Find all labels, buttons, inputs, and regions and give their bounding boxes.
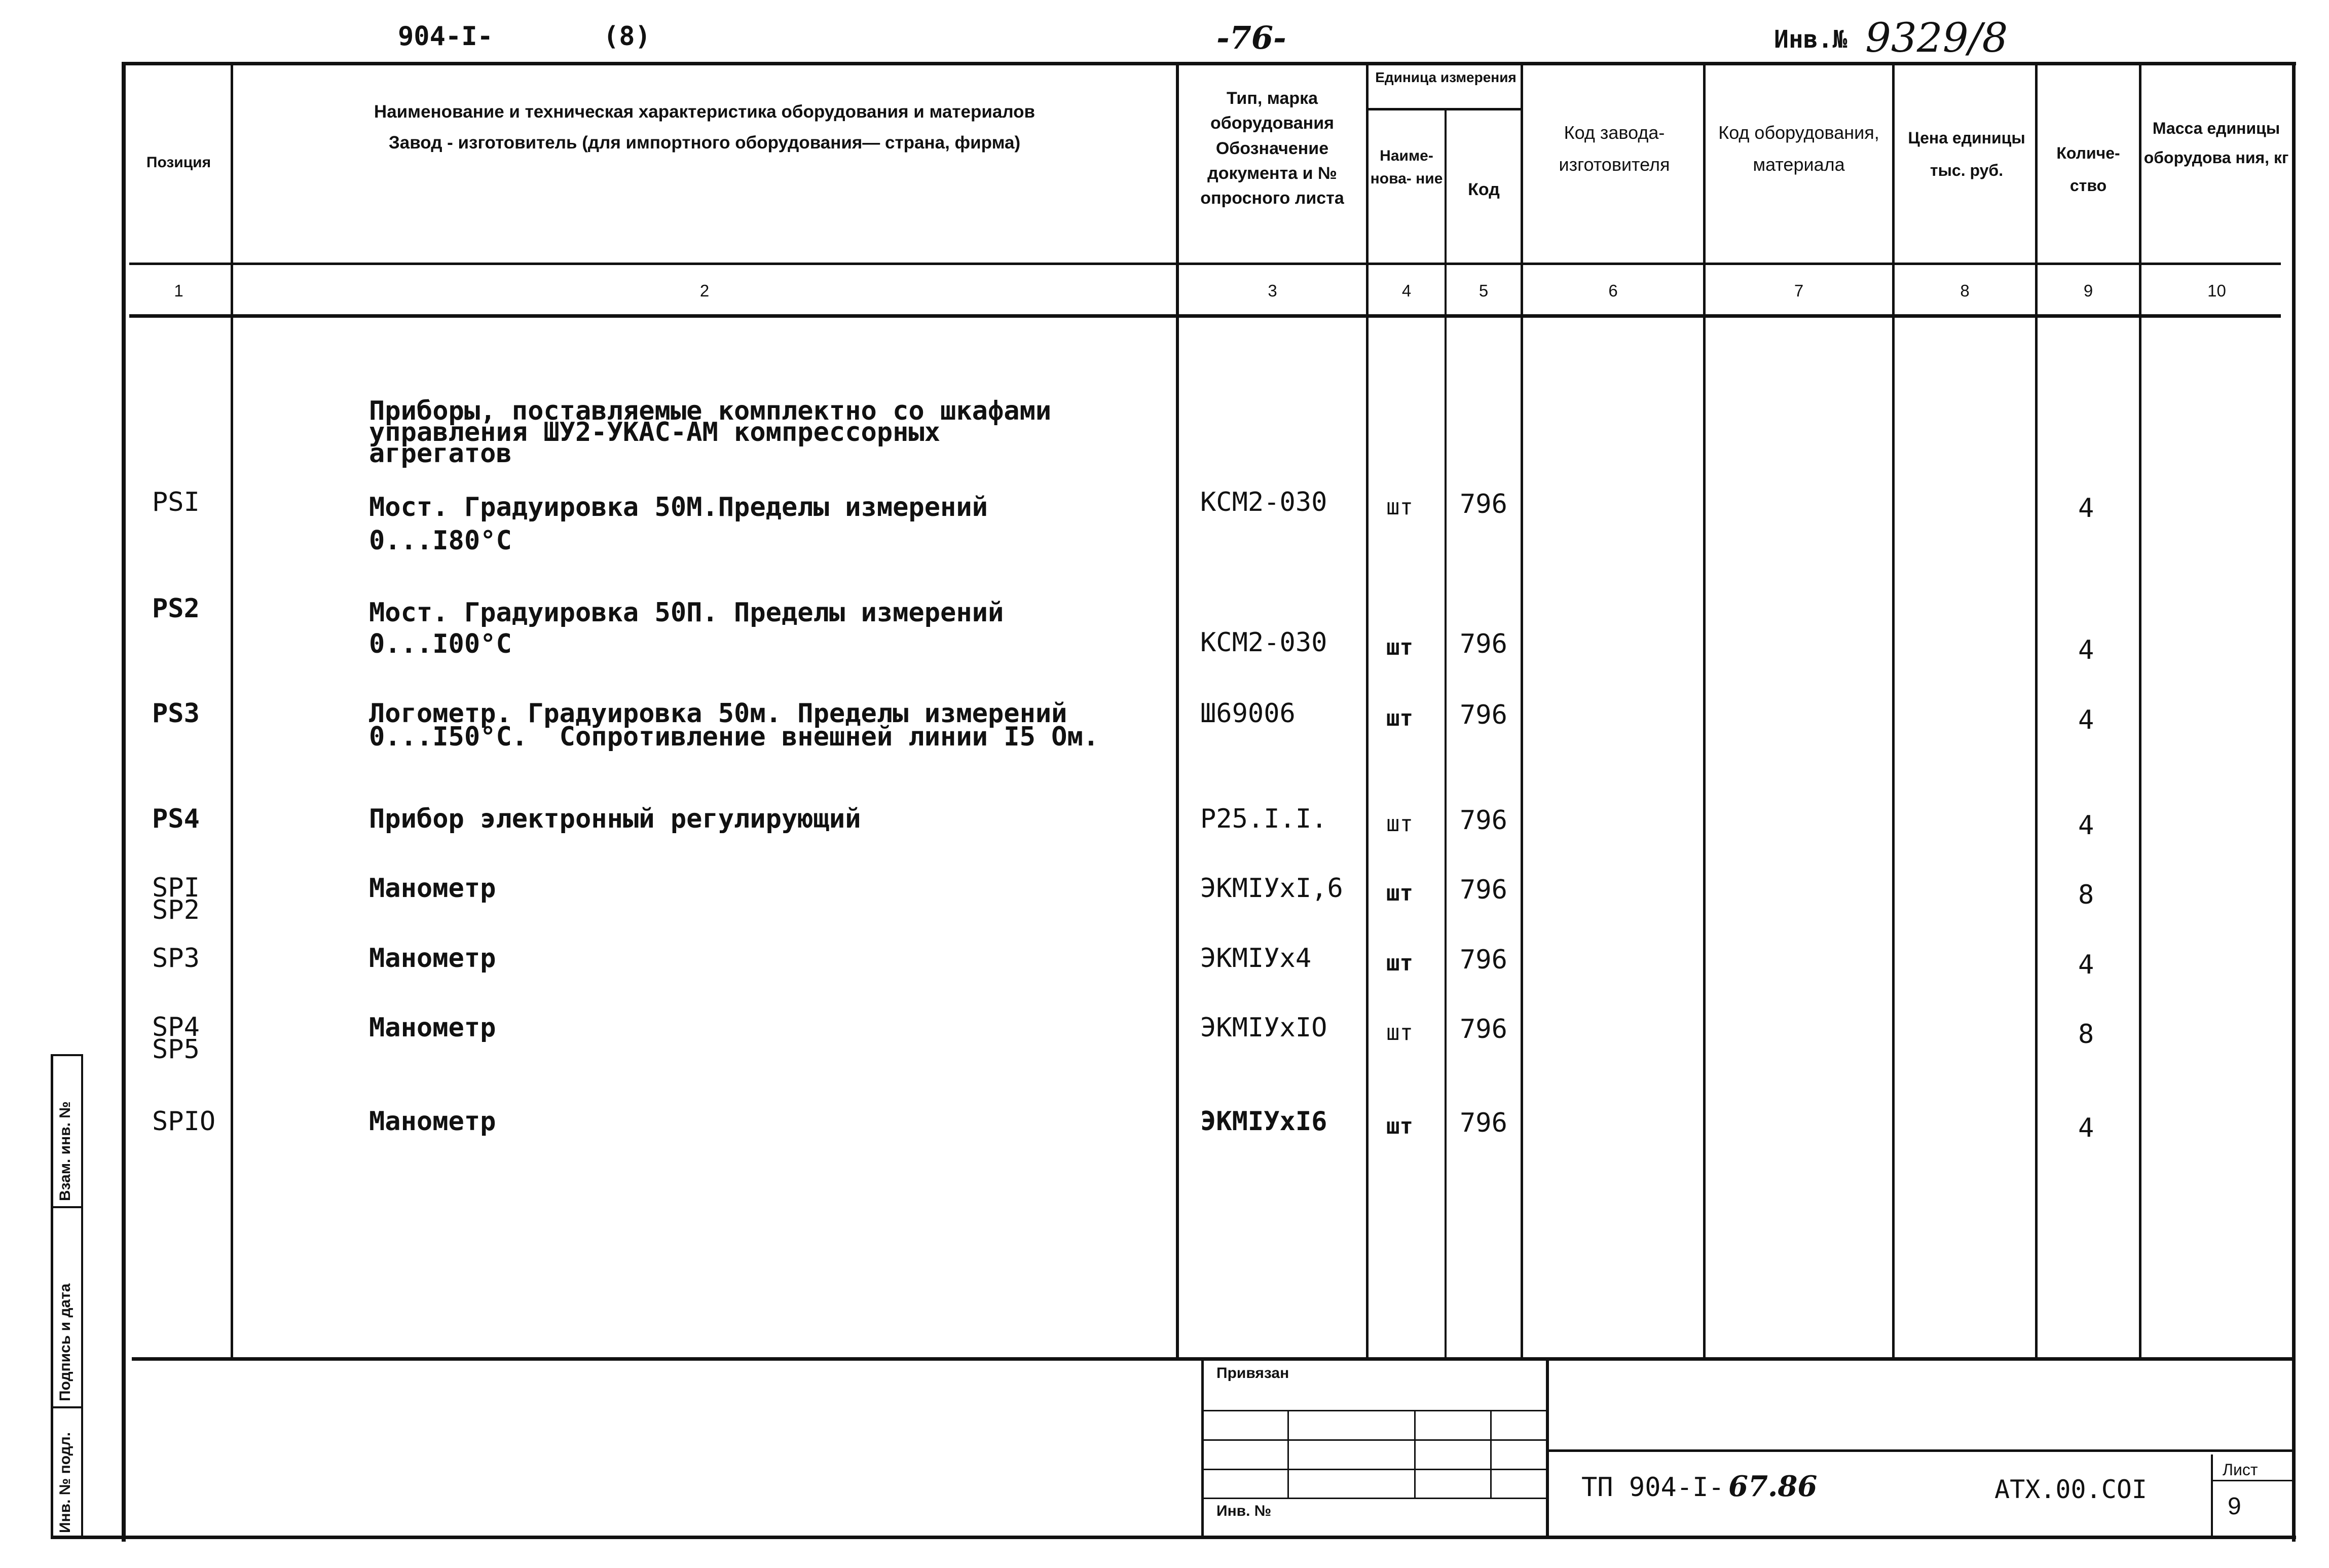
inventory-number: 9329/8 (1865, 14, 2008, 61)
frame-top (122, 62, 2296, 65)
side-box-left (51, 1054, 53, 1538)
row-unit-name: шт (1386, 811, 1413, 837)
row-unit-name: шт (1386, 1020, 1413, 1046)
row-position: SP3 (152, 943, 200, 974)
row-unit-code: 796 (1460, 489, 1507, 519)
project-suffix: 67.86 (1728, 1470, 1818, 1503)
col-header-2: Наименование и техническая характеристика оборудования и материалов Завод - изготовитель (для импортного оборудования— страна, фирма) (374, 102, 1036, 153)
col-number-2: 2 (699, 281, 710, 300)
stamp-inner-line-1 (1201, 1410, 1547, 1411)
sheet-label: Лист (2223, 1461, 2258, 1479)
row-name: Мост. Градуировка 50М.Пределы измерений 0...I80°C (369, 492, 988, 556)
row-quantity: 4 (2078, 1113, 2094, 1143)
col-header-6: Код завода- изготовителя (1559, 122, 1670, 175)
row-position: SP4 SP5 (152, 1012, 200, 1065)
row-unit-code: 796 (1460, 945, 1507, 975)
row-type: Р25.I.I. (1200, 804, 1327, 834)
stamp-top-line (132, 1357, 2292, 1361)
series-code: 904-I- (398, 21, 493, 52)
row-quantity: 8 (2078, 1019, 2094, 1050)
col-header-1: Позиция (146, 154, 211, 171)
col-number-6: 6 (1608, 281, 1618, 300)
row-unit-name: шт (1386, 634, 1413, 660)
stamp-box-right (1546, 1357, 1549, 1537)
project-title-line (1547, 1449, 2293, 1452)
row-name: Манометр (369, 943, 496, 974)
stamp-inner-vline-3 (1490, 1410, 1492, 1499)
stamp-inner-vline-1 (1287, 1410, 1289, 1499)
col-header-9: Количе- ство (2056, 144, 2120, 195)
col-header-4: Наиме- нова- ние (1370, 147, 1443, 187)
row-type: ЭКМIУхI6 (1200, 1106, 1327, 1137)
row-unit-code: 796 (1460, 805, 1507, 836)
section-title: Приборы, поставляемые комплектно со шкафами управления ШУ2-УКАС-АМ компрессорных агрегатов (369, 396, 1052, 469)
row-quantity: 4 (2078, 493, 2094, 524)
col-line-5 (1521, 62, 1523, 1359)
stamp-inner-line-3 (1201, 1469, 1547, 1470)
row-type: Ш69006 (1200, 698, 1296, 729)
row-unit-name: шт (1386, 950, 1413, 976)
row-quantity: 4 (2078, 950, 2094, 980)
sheet-part: (8) (603, 21, 651, 52)
side-box-top (51, 1054, 83, 1056)
colnum-bottom-line (129, 314, 2281, 318)
col-number-7: 7 (1794, 281, 1804, 300)
row-unit-code: 796 (1460, 700, 1507, 730)
sheet-number: 9 (2228, 1493, 2241, 1520)
sheet-box-left (2211, 1454, 2213, 1537)
unit-group-header: Единица измерения (1375, 69, 1517, 85)
row-position: PS3 (152, 698, 200, 729)
stamp-inv-no-label: Инв. № (1216, 1503, 1272, 1519)
side-box-right (81, 1054, 83, 1538)
frame-right (2292, 62, 2296, 1542)
stamp-inner-vline-2 (1414, 1410, 1416, 1499)
row-position: SPI SP2 (152, 873, 200, 925)
col-number-10: 10 (2207, 281, 2226, 300)
row-position: PSI (152, 487, 200, 517)
row-type: КСМ2-030 (1200, 627, 1327, 658)
col-line-2 (1176, 62, 1179, 1359)
row-name: Логометр. Градуировка 50м. Пределы измерений 0...I50°C. Сопротивление внешней линии I5 Ом. (369, 698, 1099, 752)
col-line-9 (2139, 62, 2141, 1359)
col-number-3: 3 (1268, 281, 1277, 300)
drawing-code: АТХ.00.СОI (1994, 1475, 2148, 1504)
col-number-5: 5 (1478, 281, 1489, 300)
col-line-1 (231, 62, 233, 1359)
row-unit-code: 796 (1460, 629, 1507, 659)
row-quantity: 8 (2078, 880, 2094, 910)
row-quantity: 4 (2078, 635, 2094, 665)
row-unit-name: шт (1386, 1113, 1413, 1139)
stamp-inner-line-2 (1201, 1439, 1547, 1441)
side-label-replace-inv: Взам. инв. № (57, 1101, 73, 1201)
col-line-7 (1892, 62, 1895, 1359)
row-name: Манометр (369, 873, 496, 904)
col-header-8: Цена единицы тыс. руб. (1908, 129, 2025, 179)
row-name: Мост. Градуировка 50П. Пределы измерений 0...I00°C (369, 598, 1004, 659)
row-type: ЭКМIУх4 (1200, 943, 1312, 974)
side-label-sign-date: Подпись и дата (57, 1283, 73, 1401)
stamp-bound-label: Привязан (1216, 1365, 1289, 1382)
row-type: ЭКМIУхI,6 (1200, 873, 1343, 904)
row-position: SPIO (152, 1106, 216, 1137)
col-line-6 (1703, 62, 1706, 1359)
side-box-divider-1 (51, 1206, 83, 1208)
header-bottom-line (129, 263, 2281, 265)
row-quantity: 4 (2078, 705, 2094, 735)
row-position: PS2 (152, 593, 200, 624)
frame-left (122, 62, 126, 1542)
col-number-4: 4 (1401, 281, 1412, 300)
row-unit-code: 796 (1460, 875, 1507, 905)
row-unit-name: шт (1386, 494, 1413, 520)
row-name: Манометр (369, 1013, 496, 1043)
row-position: PS4 (152, 804, 200, 834)
side-label-original-inv: Инв. № подл. (57, 1432, 73, 1533)
frame-bottom (51, 1536, 2296, 1539)
page-number: -76- (1216, 19, 1286, 56)
row-quantity: 4 (2078, 810, 2094, 841)
row-unit-code: 796 (1460, 1014, 1507, 1044)
inventory-label: Инв.№ (1774, 25, 1847, 54)
row-unit-name: шт (1386, 705, 1413, 731)
col-number-8: 8 (1960, 281, 1970, 300)
col-number-1: 1 (174, 281, 183, 300)
col-line-8 (2035, 62, 2038, 1359)
col-header-3: Тип, марка оборудования Обозначение документа и № опросного листа (1200, 89, 1344, 208)
sheet-box-divider (2211, 1480, 2292, 1481)
stamp-inner-line-4 (1201, 1498, 1547, 1499)
col-header-5: Код (1468, 180, 1500, 199)
row-unit-name: шт (1386, 880, 1413, 906)
row-type: КСМ2-030 (1200, 487, 1327, 517)
row-name: Прибор электронный регулирующий (369, 804, 861, 834)
col-header-7: Код оборудования, материала (1718, 122, 1879, 175)
row-name: Манометр (369, 1106, 496, 1137)
row-unit-code: 796 (1460, 1108, 1507, 1138)
col-number-9: 9 (2083, 281, 2093, 300)
row-type: ЭКМIУхIO (1200, 1013, 1327, 1043)
col-header-10: Масса единицы оборудова ния, кг (2143, 119, 2289, 167)
project-prefix: ТП 904-I- (1581, 1472, 1724, 1503)
side-box-divider-2 (51, 1406, 83, 1408)
stamp-box-left (1201, 1357, 1204, 1537)
col-line-3 (1366, 62, 1369, 1359)
